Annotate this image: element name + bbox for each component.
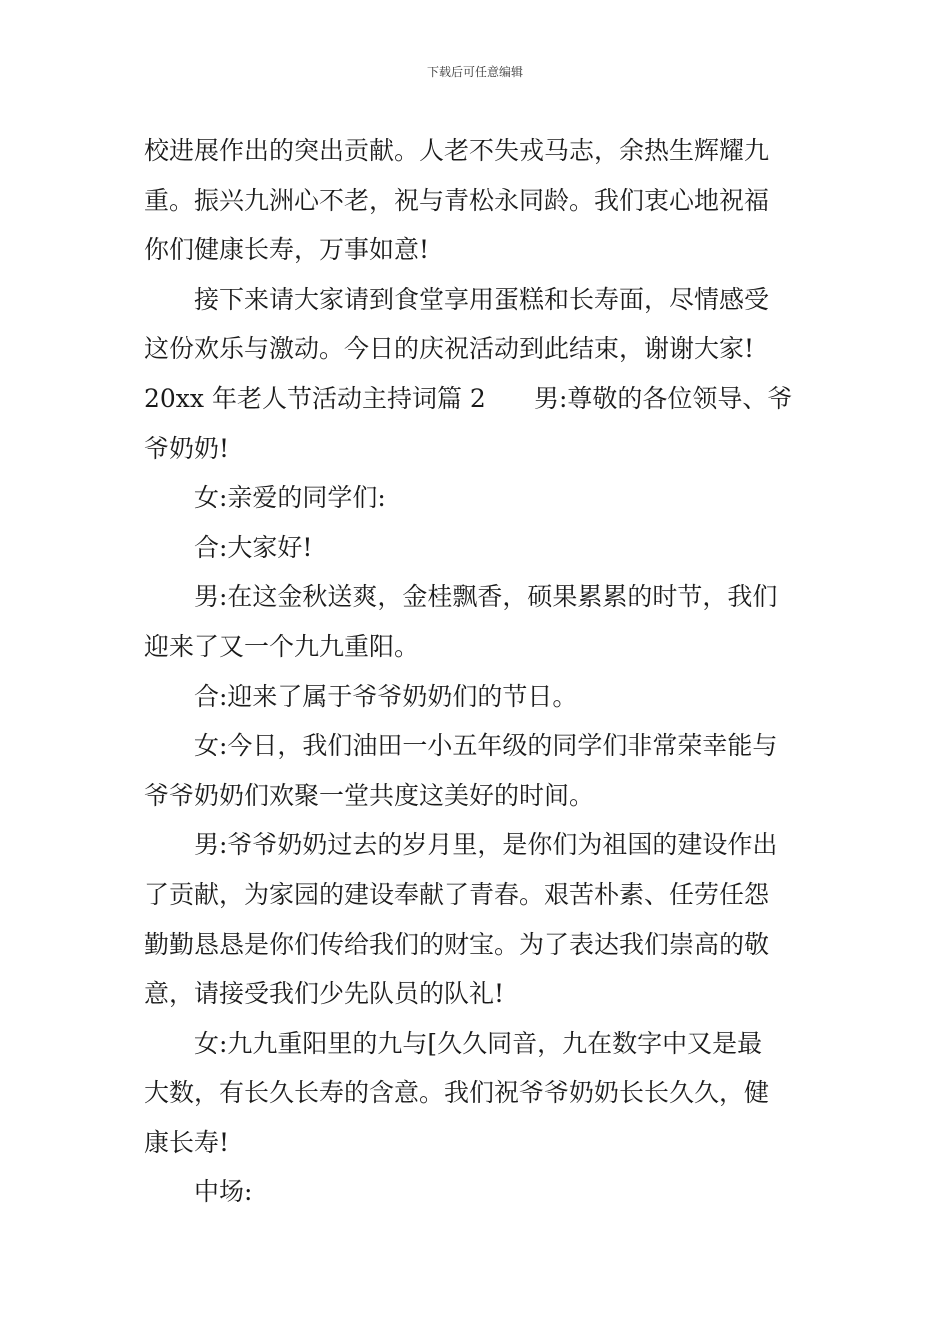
paragraph-line: 女:今日，我们油田一小五年级的同学们非常荣幸能与 [194, 731, 778, 761]
paragraph-line: 爷爷奶奶们欢聚一堂共度这美好的时间。 [144, 780, 595, 810]
paragraph-line: 大数，有长久长寿的含意。我们祝爷爷奶奶长长久久，健 [144, 1078, 770, 1108]
paragraph-line: 合:迎来了属于爷爷奶奶们的节日。 [194, 681, 578, 711]
paragraph-line: 女:亲爱的同学们: [194, 483, 386, 513]
section-title: 20xx 年老人节活动主持词篇 2 [144, 383, 486, 413]
paragraph-line: 爷奶奶! [144, 433, 230, 463]
paragraph-line: 迎来了又一个九九重阳。 [144, 631, 420, 661]
document-body [144, 126, 808, 1217]
paragraph-line: 这份欢乐与激动。今日的庆祝活动到此结束，谢谢大家! [144, 334, 755, 364]
speaker-line-start: 男:尊敬的各位领导、爷 [534, 383, 793, 413]
paragraph-line: 你们健康长寿，万事如意! [144, 235, 430, 265]
paragraph-line: 勤勤恳恳是你们传给我们的财宝。为了表达我们崇高的敬 [144, 929, 770, 959]
paragraph-line: 接下来请大家请到食堂享用蛋糕和长寿面，尽情感受 [194, 284, 770, 314]
paragraph-line: 康长寿! [144, 1127, 230, 1157]
paragraph-line: 校进展作出的突出贡献。人老不失戎马志，余热生辉耀九 [144, 136, 770, 165]
paragraph-line: 合:大家好! [194, 532, 313, 562]
paragraph-line: 女:九九重阳里的九与[久久同音，九在数字中又是最 [194, 1028, 763, 1058]
paragraph-line: 了贡献，为家园的建设奉献了青春。艰苦朴素、任劳任怨 [144, 879, 770, 909]
section-title-line [144, 374, 808, 424]
paragraph-line: 中场: [194, 1177, 253, 1207]
paragraph-line: 意，请接受我们少先队员的队礼! [144, 979, 505, 1009]
paragraph-line: 男:在这金秋送爽，金桂飘香，硕果累累的时节，我们 [194, 582, 778, 612]
paragraph-line: 男:爷爷奶奶过去的岁月里，是你们为祖国的建设作出 [194, 830, 778, 860]
paragraph-line: 重。振兴九洲心不老，祝与青松永同龄。我们衷心地祝福 [144, 185, 770, 215]
page-header: 下载后可任意编辑 [426, 65, 523, 79]
